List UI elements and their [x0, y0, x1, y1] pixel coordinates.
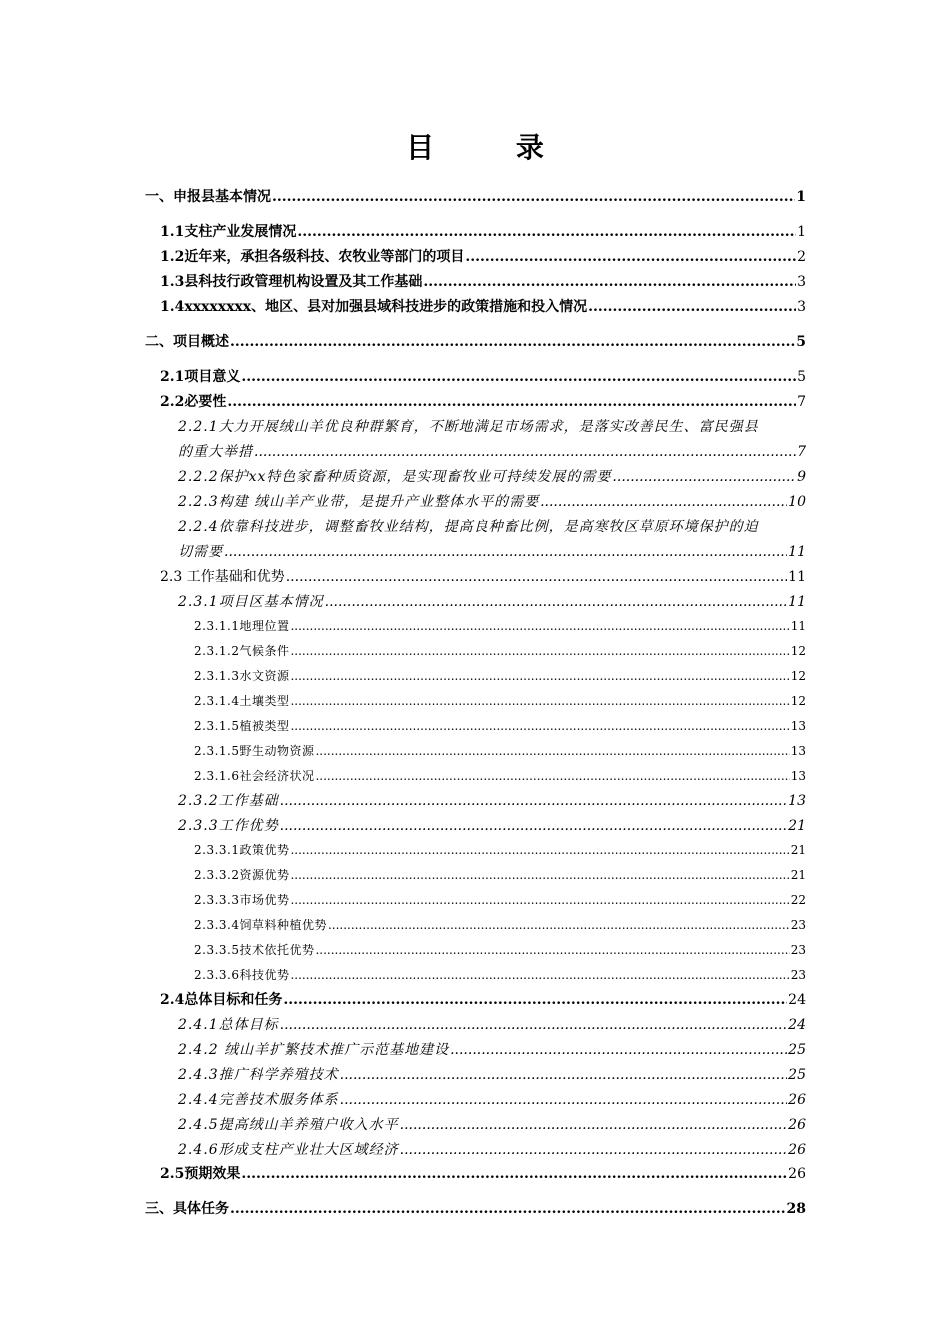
toc-entry-text: 2.4.4完善技术服务体系	[178, 1092, 339, 1108]
toc-entry-text: 2.3 工作基础和优势	[160, 569, 285, 585]
toc-entry-page: 26	[788, 1092, 806, 1108]
toc-entry[interactable]	[194, 891, 806, 908]
toc-entry-page: 5	[797, 369, 806, 385]
toc-entry-page: 21	[788, 818, 806, 834]
toc-entry-page: 25	[788, 1067, 806, 1083]
toc-entry[interactable]	[194, 617, 806, 634]
toc-entry[interactable]	[178, 790, 806, 810]
toc-entry-page: 25	[788, 1042, 806, 1058]
toc-entry[interactable]	[178, 1114, 806, 1134]
toc-entry-page: 12	[790, 644, 806, 658]
toc-entry-text: 2.2.2保护xx特色家畜种质资源，是实现畜牧业可持续发展的需要	[178, 469, 612, 485]
toc-entry-page: 11	[790, 619, 806, 633]
toc-entry-text: 二、项目概述	[145, 334, 229, 350]
toc-entry-page: 13	[788, 793, 806, 809]
toc-entry-text: 2.3.1.6社会经济状况	[194, 769, 315, 783]
toc-leader	[340, 1067, 788, 1083]
toc-leader	[423, 274, 796, 290]
toc-entry[interactable]	[178, 441, 806, 461]
toc-entry[interactable]	[194, 866, 806, 883]
toc-leader	[400, 1117, 788, 1133]
toc-entry[interactable]	[160, 271, 806, 291]
toc-entry[interactable]	[194, 742, 806, 759]
toc-leader	[280, 793, 788, 809]
toc-leader	[450, 1042, 787, 1058]
toc-entry-page: 11	[788, 544, 806, 560]
toc-entry[interactable]	[145, 331, 806, 351]
toc-entry-text: 2.4.5提高绒山羊养殖户收入水平	[178, 1117, 399, 1133]
toc-entry-text: 切需要	[178, 544, 223, 560]
toc-entry-text: 2.1项目意义	[160, 369, 241, 385]
toc-leader	[540, 494, 787, 510]
toc-leader	[315, 943, 789, 957]
toc-entry-text: 2.3.3.4饲草料种植优势	[194, 918, 327, 932]
toc-leader	[290, 868, 789, 882]
toc-entry[interactable]	[178, 1039, 806, 1059]
toc-entry[interactable]	[194, 767, 806, 784]
toc-leader	[290, 669, 789, 683]
toc-leader	[290, 893, 789, 907]
toc-entry-page: 1	[796, 189, 806, 205]
toc-leader	[241, 1166, 787, 1182]
toc-entry-page: 26	[788, 1117, 806, 1133]
toc-entry-page: 23	[790, 918, 806, 932]
toc-leader	[290, 843, 789, 857]
toc-leader	[230, 334, 795, 350]
toc-entry[interactable]	[194, 841, 806, 858]
toc-entry[interactable]	[160, 366, 806, 386]
toc-entry-text: 2.3.3.5技术依托优势	[194, 943, 315, 957]
toc-entry-page: 24	[788, 1017, 806, 1033]
toc-entry-page: 24	[788, 992, 806, 1008]
toc-entry[interactable]	[194, 717, 806, 734]
toc-entry-text: 一、申报县基本情况	[145, 189, 271, 205]
toc-entry-page: 1	[797, 224, 806, 240]
toc-leader	[286, 569, 787, 585]
toc-leader	[227, 394, 796, 410]
toc-entry-page: 13	[790, 769, 806, 783]
toc-leader	[290, 694, 789, 708]
toc-entry-text: 2.3.1项目区基本情况	[178, 594, 324, 610]
toc-entry-text: 2.3.3.3市场优势	[194, 893, 290, 907]
toc-leader	[315, 769, 789, 783]
toc-entry-text: 2.5预期效果	[160, 1166, 241, 1182]
toc-entry-text: 2.3.3.2资源优势	[194, 868, 290, 882]
toc-leader	[290, 619, 789, 633]
toc-entry-page: 23	[790, 968, 806, 982]
toc-entry[interactable]	[178, 815, 806, 835]
toc-entry-text: 的重大举措	[178, 444, 253, 460]
toc-entry-text: 2.3.1.5植被类型	[194, 719, 290, 733]
toc-entry-text: 1.3县科技行政管理机构设置及其工作基础	[160, 274, 423, 290]
toc-entry[interactable]	[194, 941, 806, 958]
toc-entry-page: 12	[790, 694, 806, 708]
page-title: 目 录	[406, 131, 580, 164]
toc-entry-text: 2.3.1.5野生动物资源	[194, 744, 315, 758]
toc-entry-text: 1.4xxxxxxxx、地区、县对加强县域科技进步的政策措施和投入情况	[160, 299, 588, 315]
toc-leader	[340, 1092, 788, 1108]
toc-entry-text: 1.2近年来，承担各级科技、农牧业等部门的项目	[160, 249, 465, 265]
toc-leader	[280, 818, 788, 834]
toc-entry-text: 2.3.1.1地理位置	[194, 619, 290, 633]
toc-entry[interactable]	[178, 591, 806, 611]
toc-entry[interactable]	[194, 667, 806, 684]
toc-entry[interactable]	[178, 491, 806, 511]
toc-entry-text: 2.4.6形成支柱产业壮大区域经济	[178, 1142, 399, 1158]
toc-entry-text-line1: 2.2.1大力开展绒山羊优良种群繁育，不断地满足市场需求，是落实改善民生、富民强县	[178, 419, 759, 435]
toc-entry-page: 10	[788, 494, 806, 510]
toc-leader	[290, 719, 789, 733]
toc-entry-page: 12	[790, 669, 806, 683]
toc-entry-text: 1.1支柱产业发展情况	[160, 224, 297, 240]
toc-leader	[290, 968, 789, 982]
toc-entry[interactable]	[160, 1163, 806, 1183]
toc-entry-page: 5	[796, 334, 806, 350]
toc-entry[interactable]	[178, 1064, 806, 1084]
toc-entry[interactable]	[160, 246, 806, 266]
toc-entry[interactable]	[160, 221, 806, 241]
toc-entry-page: 26	[788, 1166, 806, 1182]
toc-entry-text: 2.4.2 绒山羊扩繁技术推广示范基地建设	[178, 1042, 450, 1058]
toc-leader	[283, 992, 787, 1008]
toc-leader	[280, 1017, 788, 1033]
toc-leader	[400, 1142, 788, 1158]
toc-leader	[328, 918, 790, 932]
toc-entry-text: 2.3.1.4土壤类型	[194, 694, 290, 708]
toc-entry-page: 7	[797, 444, 806, 460]
toc-entry-text: 2.2必要性	[160, 394, 227, 410]
toc-leader	[272, 189, 795, 205]
toc-entry-page: 2	[797, 249, 806, 265]
toc-entry-page: 13	[790, 744, 806, 758]
toc-entry-text: 2.4.3推广科学养殖技术	[178, 1067, 339, 1083]
toc-entry-text-line1: 2.2.4依靠科技进步，调整畜牧业结构，提高良种畜比例，是高寒牧区草原环境保护的迫	[178, 519, 759, 535]
toc-entry[interactable]	[194, 692, 806, 709]
toc-entry[interactable]	[145, 186, 806, 206]
toc-entry-page: 3	[797, 274, 806, 290]
toc-entry-page: 7	[797, 394, 806, 410]
toc-leader	[588, 299, 796, 315]
toc-entry-text: 2.4.1总体目标	[178, 1017, 279, 1033]
toc-entry[interactable]	[194, 966, 806, 983]
toc-leader	[297, 224, 796, 240]
toc-leader	[241, 369, 796, 385]
toc-entry-page: 13	[790, 719, 806, 733]
toc-entry[interactable]	[160, 989, 806, 1009]
toc-entry-page: 21	[790, 843, 806, 857]
toc-entry[interactable]	[178, 1014, 806, 1034]
toc-entry-text: 2.4总体目标和任务	[160, 992, 283, 1008]
toc-entry-page: 11	[788, 594, 806, 610]
toc-entry-page: 26	[788, 1142, 806, 1158]
toc-entry-text: 2.2.3构建 绒山羊产业带，是提升产业整体水平的需要	[178, 494, 540, 510]
toc-leader	[254, 444, 796, 460]
toc-entry[interactable]	[194, 916, 806, 933]
toc-leader	[315, 744, 789, 758]
toc-entry-page: 3	[797, 299, 806, 315]
toc-entry-page: 28	[786, 1201, 806, 1217]
toc-entry-page: 22	[790, 893, 806, 907]
toc-entry[interactable]	[160, 566, 806, 586]
toc-entry-text: 2.3.3.1政策优势	[194, 843, 290, 857]
toc-entry-page: 21	[790, 868, 806, 882]
toc-entry-text: 2.3.1.3水文资源	[194, 669, 290, 683]
toc-leader	[224, 544, 787, 560]
toc-entry-page: 23	[790, 943, 806, 957]
toc-entry-text: 2.3.2工作基础	[178, 793, 279, 809]
toc-entry-text: 2.3.3.6科技优势	[194, 968, 290, 982]
toc-leader	[612, 469, 796, 485]
toc-entry[interactable]	[178, 466, 806, 486]
toc-entry-page: 11	[788, 569, 806, 585]
toc-entry[interactable]	[178, 541, 806, 561]
toc-leader	[290, 644, 789, 658]
toc-entry[interactable]	[145, 1198, 806, 1218]
toc-entry[interactable]	[178, 1139, 806, 1159]
toc-entry[interactable]	[194, 642, 806, 659]
toc-entry-page: 9	[797, 469, 806, 485]
toc-entry-text: 2.3.3工作优势	[178, 818, 279, 834]
toc-leader	[325, 594, 788, 610]
toc-entry[interactable]	[160, 296, 806, 316]
toc-leader	[465, 249, 796, 265]
toc-entry-text: 三、具体任务	[145, 1201, 229, 1217]
toc-leader	[230, 1201, 786, 1217]
toc-entry-text: 2.3.1.2气候条件	[194, 644, 290, 658]
toc-entry[interactable]	[160, 391, 806, 411]
toc-entry[interactable]	[178, 1089, 806, 1109]
